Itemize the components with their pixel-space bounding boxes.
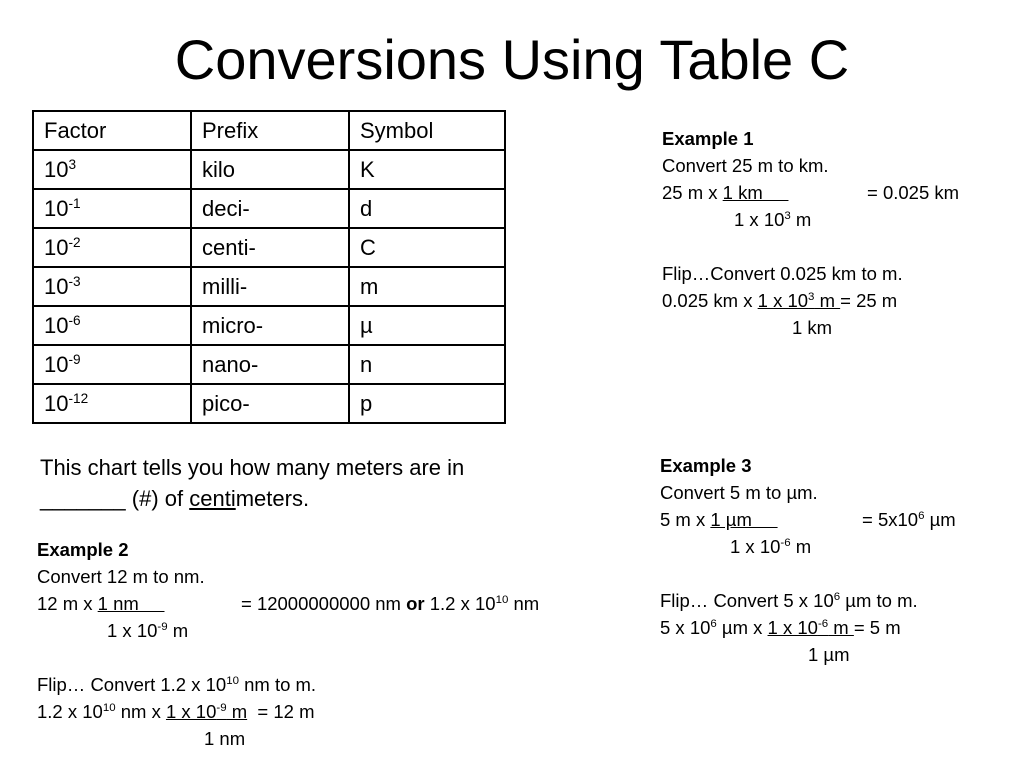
- prefix-cell: pico-: [191, 384, 349, 423]
- ex3-flip-num-unit: m: [828, 617, 854, 638]
- note-blank: _______ (#) of: [40, 486, 190, 511]
- example-1-flip-equation: [662, 287, 903, 314]
- ex2-flip-numerator: [166, 701, 247, 722]
- ex2-flip-num-base: 1 x 10: [165, 701, 217, 722]
- prefix-cell: milli-: [191, 267, 349, 306]
- prefix-cell: centi-: [191, 228, 349, 267]
- symbol-cell: d: [349, 189, 505, 228]
- factor-base: 10: [44, 390, 69, 416]
- note-line-2: [40, 483, 464, 514]
- factor-base: 10: [44, 156, 69, 182]
- ex1-result: = 0.025 km: [867, 182, 960, 203]
- ex2-flip-result: = 12 m: [257, 701, 315, 722]
- example-3: [660, 452, 956, 668]
- factor-base: 10: [44, 234, 69, 260]
- note-tail: meters.: [235, 486, 310, 511]
- ex3-flip-prompt-a: Flip… Convert 5 x 10: [660, 590, 834, 611]
- prefix-table: [32, 110, 506, 424]
- symbol-cell: m: [349, 267, 505, 306]
- factor-cell: [33, 228, 191, 267]
- example-2-heading: Example 2: [37, 539, 129, 560]
- symbol-cell: µ: [349, 306, 505, 345]
- table-row: [33, 384, 505, 423]
- factor-cell: [33, 384, 191, 423]
- ex2-result-a: = 12000000000 nm: [241, 593, 407, 614]
- table-header-row: [33, 111, 505, 150]
- factor-exponent: -6: [68, 312, 81, 328]
- ex3-eq-start: 5 m x: [660, 509, 711, 530]
- header-prefix: Prefix: [191, 111, 349, 150]
- symbol-cell: p: [349, 384, 505, 423]
- ex1-flip-result: = 25 m: [840, 290, 898, 311]
- example-1-flip-denominator: 1 km: [792, 317, 833, 338]
- example-2-denominator: [37, 617, 316, 644]
- spacer: [662, 233, 903, 260]
- spacer: [660, 560, 918, 587]
- prefix-cell: micro-: [191, 306, 349, 345]
- example-1-heading: Example 1: [662, 128, 754, 149]
- ex3-result: [862, 506, 956, 533]
- table-row: [33, 306, 505, 345]
- ex2-den-exp: -9: [157, 621, 168, 634]
- ex3-flip-numerator: [768, 617, 854, 638]
- ex1-eq-start: 25 m x: [662, 182, 723, 203]
- ex3-flip-num-exp: -6: [817, 618, 829, 631]
- header-symbol: Symbol: [349, 111, 505, 150]
- example-3-flip-equation: [660, 614, 918, 641]
- table-row: [33, 267, 505, 306]
- factor-exponent: -2: [68, 234, 81, 250]
- factor-base: 10: [44, 351, 69, 377]
- example-3-denominator: [660, 533, 918, 560]
- example-2-equation: [37, 590, 540, 617]
- ex3-flip-prompt-exp: 6: [833, 591, 841, 604]
- example-1-prompt: Convert 25 m to km.: [662, 155, 829, 176]
- factor-cell: [33, 189, 191, 228]
- ex2-eq-start: 12 m x: [37, 593, 98, 614]
- example-3-flip-denominator: 1 µm: [808, 644, 850, 665]
- prefix-cell: kilo: [191, 150, 349, 189]
- ex2-result-c: nm: [508, 593, 540, 614]
- ex2-flip-prompt-b: nm to m.: [238, 674, 317, 695]
- factor-exponent: -12: [68, 390, 89, 406]
- example-2-flip-prompt: [37, 671, 316, 698]
- ex2-flip-prompt-exp: 10: [226, 675, 239, 688]
- ex2-or: or: [406, 593, 425, 614]
- ex3-flip-b: µm x: [716, 617, 768, 638]
- ex2-flip-a-exp: 10: [102, 702, 116, 715]
- example-3-prompt: Convert 5 m to µm.: [660, 482, 818, 503]
- factor-base: 10: [44, 273, 69, 299]
- ex2-flip-num-unit: m: [226, 701, 248, 722]
- header-factor: Factor: [33, 111, 191, 150]
- prefix-cell: deci-: [191, 189, 349, 228]
- factor-exponent: -1: [68, 195, 81, 211]
- ex2-flip-b: nm x: [115, 701, 166, 722]
- ex1-numerator: 1 km: [722, 182, 789, 203]
- ex1-den-exp: 3: [784, 210, 791, 223]
- factor-exponent: 3: [68, 156, 77, 172]
- chart-note: [40, 452, 464, 514]
- example-3-equation: [660, 506, 956, 533]
- factor-exponent: -3: [68, 273, 81, 289]
- example-1-denominator: [662, 206, 903, 233]
- factor-base: 10: [44, 312, 69, 338]
- ex2-result-exp: 10: [495, 594, 509, 607]
- ex3-den-base: 1 x 10: [730, 536, 781, 557]
- factor-cell: [33, 267, 191, 306]
- factor-cell: [33, 150, 191, 189]
- example-2-flip-denominator: 1 nm: [204, 728, 246, 749]
- example-1-flip-prompt: Flip…Convert 0.025 km to m.: [662, 263, 903, 284]
- factor-cell: [33, 306, 191, 345]
- ex2-result-b: 1.2 x 10: [424, 593, 496, 614]
- symbol-cell: K: [349, 150, 505, 189]
- table-row: [33, 150, 505, 189]
- example-1: [662, 125, 960, 341]
- ex3-result-exp: 6: [918, 510, 925, 523]
- symbol-cell: C: [349, 228, 505, 267]
- ex1-flip-num-unit: m: [814, 290, 841, 311]
- ex3-flip-a: 5 x 10: [660, 617, 711, 638]
- factor-base: 10: [44, 195, 69, 221]
- table-row: [33, 189, 505, 228]
- ex2-den-base: 1 x 10: [107, 620, 158, 641]
- ex1-flip-start: 0.025 km x: [662, 290, 758, 311]
- ex2-numerator: 1 nm: [97, 593, 165, 614]
- ex3-den-unit: m: [790, 536, 812, 557]
- table-row: [33, 345, 505, 384]
- example-2-flip-equation: [37, 698, 316, 725]
- ex2-result: [241, 590, 539, 617]
- prefix-table-body: [33, 111, 505, 423]
- example-3-heading: Example 3: [660, 455, 752, 476]
- factor-exponent: -9: [68, 351, 81, 367]
- note-underlined-prefix: centi: [189, 486, 236, 511]
- ex3-numerator: 1 µm: [710, 509, 778, 530]
- example-3-flip-prompt: [660, 587, 918, 614]
- spacer: [37, 644, 316, 671]
- table-row: [33, 228, 505, 267]
- example-2: [37, 536, 540, 752]
- ex3-den-exp: -6: [780, 537, 791, 550]
- factor-cell: [33, 345, 191, 384]
- ex1-flip-numerator: [758, 290, 841, 311]
- ex3-flip-result: = 5 m: [853, 617, 901, 638]
- ex2-flip-num-exp: -9: [216, 702, 227, 715]
- ex1-flip-num-exp: 3: [808, 291, 815, 304]
- ex2-flip-prompt-a: Flip… Convert 1.2 x 10: [37, 674, 227, 695]
- ex3-flip-prompt-b: µm to m.: [840, 590, 918, 611]
- ex1-flip-num-base: 1 x 10: [757, 290, 809, 311]
- ex3-flip-num-base: 1 x 10: [767, 617, 818, 638]
- ex3-result-b: µm: [924, 509, 956, 530]
- ex1-den-unit: m: [790, 209, 812, 230]
- symbol-cell: n: [349, 345, 505, 384]
- example-1-equation: [662, 179, 960, 206]
- ex3-flip-a-exp: 6: [710, 618, 717, 631]
- prefix-cell: nano-: [191, 345, 349, 384]
- ex2-den-unit: m: [167, 620, 189, 641]
- page-title: Conversions Using Table C: [174, 28, 850, 91]
- ex2-flip-a: 1.2 x 10: [37, 701, 103, 722]
- example-2-prompt: Convert 12 m to nm.: [37, 566, 205, 587]
- ex3-result-a: = 5x10: [862, 509, 919, 530]
- note-line-1: This chart tells you how many meters are in: [40, 455, 465, 480]
- ex1-den-base: 1 x 10: [734, 209, 785, 230]
